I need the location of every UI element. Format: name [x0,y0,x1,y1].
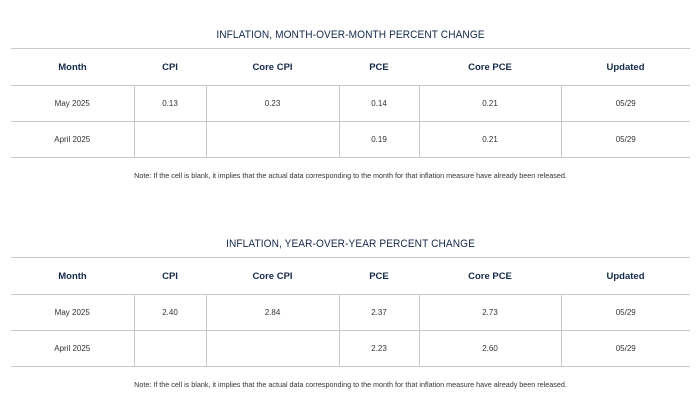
mom-table-title: INFLATION, MONTH-OVER-MONTH PERCENT CHANGE [216,29,485,41]
mom-table-note: Note: If the cell is blank, it implies that the actual data corresponding to the month for that inflation measure have already been released. [134,171,567,180]
cell-pce: 0.19 [339,122,419,158]
yoy-inflation-table [11,257,690,367]
cell-core-cpi: 2.84 [206,295,339,331]
cell-month: April 2025 [11,122,134,158]
cell-updated: 05/29 [561,331,690,367]
header-updated: Updated [561,49,690,86]
header-cpi: CPI [134,258,206,295]
header-pce: PCE [339,49,419,86]
yoy-table-title: INFLATION, YEAR-OVER-YEAR PERCENT CHANGE [226,238,475,250]
header-core-cpi: Core CPI [206,49,339,86]
cell-cpi: 2.40 [134,295,206,331]
cell-core-pce: 2.60 [419,331,561,367]
cell-updated: 05/29 [561,295,690,331]
header-core-pce: Core PCE [419,49,561,86]
header-core-pce: Core PCE [419,258,561,295]
cell-core-pce: 0.21 [419,122,561,158]
cell-core-pce: 2.73 [419,295,561,331]
table-row [11,295,690,331]
table-header-row [11,258,690,295]
cell-core-cpi [206,122,339,158]
cell-pce: 0.14 [339,86,419,122]
cell-cpi: 0.13 [134,86,206,122]
table-header-row [11,49,690,86]
table-row [11,86,690,122]
cell-updated: 05/29 [561,86,690,122]
yoy-table-note: Note: If the cell is blank, it implies that the actual data corresponding to the month for that inflation measure have already been released. [134,380,567,389]
header-updated: Updated [561,258,690,295]
header-pce: PCE [339,258,419,295]
cell-cpi [134,122,206,158]
cell-month: May 2025 [11,86,134,122]
table-row [11,331,690,367]
header-month: Month [11,49,134,86]
header-cpi: CPI [134,49,206,86]
cell-updated: 05/29 [561,122,690,158]
cell-month: April 2025 [11,331,134,367]
header-month: Month [11,258,134,295]
cell-core-cpi: 0.23 [206,86,339,122]
cell-cpi [134,331,206,367]
yoy-inflation-section [11,235,690,391]
table-row [11,122,690,158]
mom-inflation-table [11,48,690,158]
cell-pce: 2.37 [339,295,419,331]
cell-core-cpi [206,331,339,367]
cell-core-pce: 0.21 [419,86,561,122]
header-core-cpi: Core CPI [206,258,339,295]
cell-pce: 2.23 [339,331,419,367]
mom-inflation-section [11,26,690,182]
cell-month: May 2025 [11,295,134,331]
